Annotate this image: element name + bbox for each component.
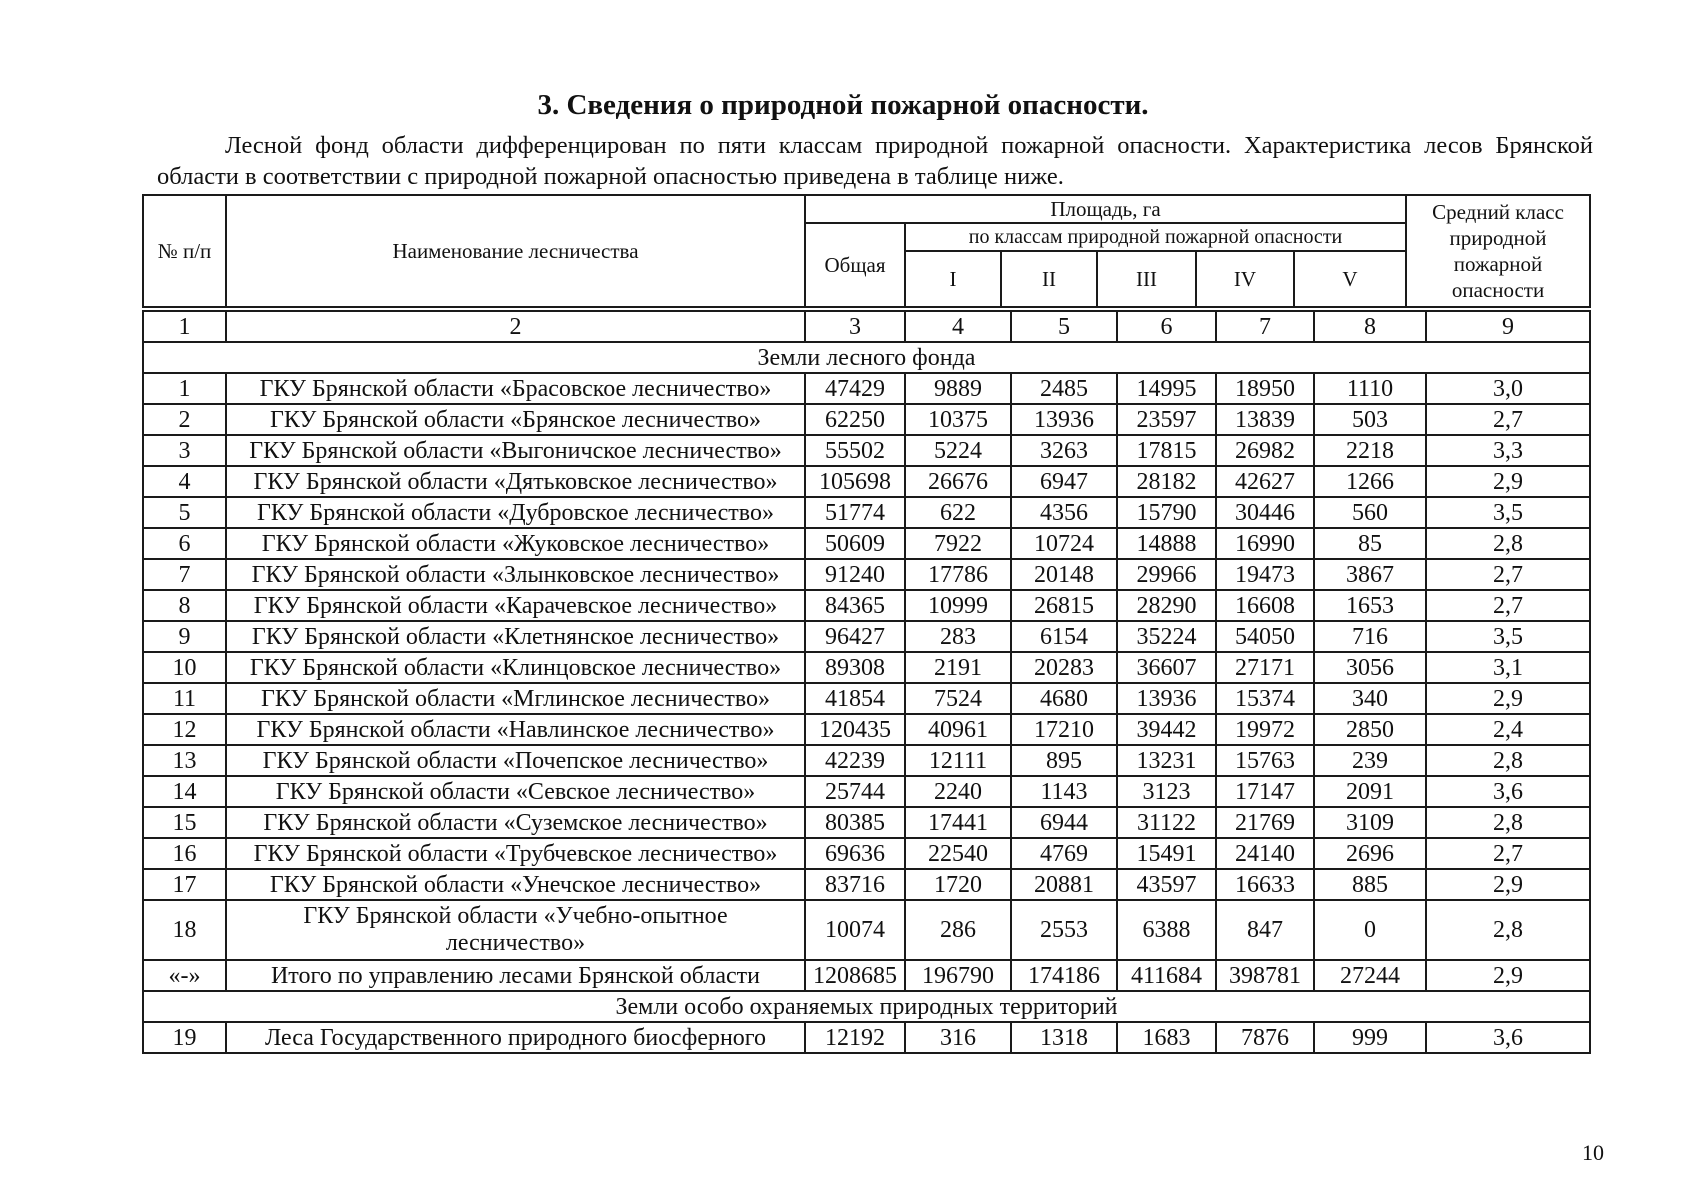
table-cell: 3,1	[1426, 652, 1590, 683]
table-cell: 19	[143, 1022, 226, 1053]
column-number: 6	[1117, 311, 1216, 342]
table-row	[143, 776, 1590, 807]
table-cell: ГКУ Брянской области «Унечское лесничество»	[226, 869, 805, 900]
table-cell: 25744	[805, 776, 905, 807]
table-cell: 19972	[1216, 714, 1314, 745]
table-cell: 2,7	[1426, 838, 1590, 869]
table-cell: 2,9	[1426, 869, 1590, 900]
table-cell: 4680	[1011, 683, 1117, 714]
table-cell: 4356	[1011, 497, 1117, 528]
table-cell: 23597	[1117, 404, 1216, 435]
header-class-2: II	[1001, 251, 1097, 307]
table-cell: 196790	[905, 960, 1011, 991]
table-cell: 283	[905, 621, 1011, 652]
table-cell: 10724	[1011, 528, 1117, 559]
table-cell: «-»	[143, 960, 226, 991]
column-number: 3	[805, 311, 905, 342]
table-cell: 84365	[805, 590, 905, 621]
table-cell: 27171	[1216, 652, 1314, 683]
header-class-3: III	[1097, 251, 1196, 307]
table-cell: 2,7	[1426, 559, 1590, 590]
table-cell: 13839	[1216, 404, 1314, 435]
table-cell: 16990	[1216, 528, 1314, 559]
table-cell: 3,3	[1426, 435, 1590, 466]
table-cell: 2191	[905, 652, 1011, 683]
table-cell: 27244	[1314, 960, 1426, 991]
table-cell: 239	[1314, 745, 1426, 776]
table-cell: 15	[143, 807, 226, 838]
table-cell: 17147	[1216, 776, 1314, 807]
table-cell: ГКУ Брянской области «Дубровское лесничество»	[226, 497, 805, 528]
table-cell: 13936	[1011, 404, 1117, 435]
table-cell: 4769	[1011, 838, 1117, 869]
table-cell: 13	[143, 745, 226, 776]
table-cell: 2485	[1011, 373, 1117, 404]
table-cell: 36607	[1117, 652, 1216, 683]
table-row	[143, 1022, 1590, 1053]
table-cell: 17	[143, 869, 226, 900]
table-cell: 1318	[1011, 1022, 1117, 1053]
table-cell: 411684	[1117, 960, 1216, 991]
table-cell: 14	[143, 776, 226, 807]
column-number: 4	[905, 311, 1011, 342]
table-cell: 89308	[805, 652, 905, 683]
table-cell: Итого по управлению лесами Брянской области	[226, 960, 805, 991]
table-cell: 19473	[1216, 559, 1314, 590]
table-cell: 2,8	[1426, 528, 1590, 559]
table-cell: ГКУ Брянской области «Жуковское лесничество»	[226, 528, 805, 559]
table-cell: 91240	[805, 559, 905, 590]
table-cell: 895	[1011, 745, 1117, 776]
table-row	[143, 652, 1590, 683]
column-number: 1	[143, 311, 226, 342]
header-name: Наименование лесничества	[226, 195, 805, 307]
table-cell: 29966	[1117, 559, 1216, 590]
section-title: Земли особо охраняемых природных территорий	[143, 991, 1590, 1022]
table-cell: 2,7	[1426, 404, 1590, 435]
table-cell: 96427	[805, 621, 905, 652]
table-cell: 2,8	[1426, 807, 1590, 838]
table-cell: 9889	[905, 373, 1011, 404]
table-cell: 50609	[805, 528, 905, 559]
table-cell: 80385	[805, 807, 905, 838]
table-cell: 13231	[1117, 745, 1216, 776]
table-cell: ГКУ Брянской области «Севское лесничество»	[226, 776, 805, 807]
table-cell: 1208685	[805, 960, 905, 991]
table-cell: 3263	[1011, 435, 1117, 466]
data-table	[142, 310, 1591, 1054]
table-row	[143, 838, 1590, 869]
table-cell: 1683	[1117, 1022, 1216, 1053]
table-cell: 1	[143, 373, 226, 404]
table-cell: 43597	[1117, 869, 1216, 900]
table-cell: 1143	[1011, 776, 1117, 807]
table-cell: 6944	[1011, 807, 1117, 838]
table-cell: 41854	[805, 683, 905, 714]
table-cell: 12111	[905, 745, 1011, 776]
table-row	[143, 497, 1590, 528]
table-cell: 1720	[905, 869, 1011, 900]
table-cell: ГКУ Брянской области «Брянское лесничество»	[226, 404, 805, 435]
table-cell: 1110	[1314, 373, 1426, 404]
table-cell: 3,6	[1426, 776, 1590, 807]
table-cell: 26982	[1216, 435, 1314, 466]
table-cell: 62250	[805, 404, 905, 435]
table-cell: 10	[143, 652, 226, 683]
table-cell: 6388	[1117, 900, 1216, 960]
table-cell: 2850	[1314, 714, 1426, 745]
table-cell: 3123	[1117, 776, 1216, 807]
table-row	[143, 869, 1590, 900]
table-cell: 16633	[1216, 869, 1314, 900]
column-number-row	[143, 311, 1590, 342]
header-class-1: I	[905, 251, 1001, 307]
table-row	[143, 466, 1590, 497]
table-cell: 3,5	[1426, 497, 1590, 528]
table-cell: 16	[143, 838, 226, 869]
header-avg-class: Средний класс природной пожарной опасности	[1406, 195, 1590, 307]
table-row	[143, 714, 1590, 745]
table-cell: 12	[143, 714, 226, 745]
table-cell: ГКУ Брянской области «Злынковское лесничество»	[226, 559, 805, 590]
table-cell: 2,9	[1426, 960, 1590, 991]
table-cell: ГКУ Брянской области «Карачевское лесничество»	[226, 590, 805, 621]
table-row	[143, 404, 1590, 435]
table-cell: 17210	[1011, 714, 1117, 745]
table-cell: 55502	[805, 435, 905, 466]
table-cell: 47429	[805, 373, 905, 404]
table-cell: ГКУ Брянской области «Мглинское лесничество»	[226, 683, 805, 714]
table-cell: 13936	[1117, 683, 1216, 714]
table-row	[143, 373, 1590, 404]
table-cell: 4	[143, 466, 226, 497]
column-number: 9	[1426, 311, 1590, 342]
table-cell: 10074	[805, 900, 905, 960]
table-cell: 69636	[805, 838, 905, 869]
table-cell: 1266	[1314, 466, 1426, 497]
table-cell: 15491	[1117, 838, 1216, 869]
table-cell: 9	[143, 621, 226, 652]
table-cell: 174186	[1011, 960, 1117, 991]
table-cell: 2,9	[1426, 683, 1590, 714]
table-cell: ГКУ Брянской области «Выгоничское лесничество»	[226, 435, 805, 466]
table-cell: 340	[1314, 683, 1426, 714]
table-cell: 7524	[905, 683, 1011, 714]
table-row	[143, 528, 1590, 559]
table-cell: 8	[143, 590, 226, 621]
table-row	[143, 900, 1590, 960]
table-cell: 398781	[1216, 960, 1314, 991]
table-cell: 2,4	[1426, 714, 1590, 745]
table-cell: 316	[905, 1022, 1011, 1053]
table-cell: 21769	[1216, 807, 1314, 838]
table-cell: 2218	[1314, 435, 1426, 466]
table-cell: 716	[1314, 621, 1426, 652]
table-cell: 7922	[905, 528, 1011, 559]
table-cell: 26676	[905, 466, 1011, 497]
table-cell: 11	[143, 683, 226, 714]
table-cell: ГКУ Брянской области «Трубчевское лесничество»	[226, 838, 805, 869]
table-header	[142, 194, 1591, 308]
table-cell: 6	[143, 528, 226, 559]
table-row	[143, 745, 1590, 776]
table-cell: 40961	[905, 714, 1011, 745]
table-cell: ГКУ Брянской области «Почепское лесничество»	[226, 745, 805, 776]
table-cell: 12192	[805, 1022, 905, 1053]
table-cell: ГКУ Брянской области «Суземское лесничество»	[226, 807, 805, 838]
table-cell: 24140	[1216, 838, 1314, 869]
table-cell: 3,0	[1426, 373, 1590, 404]
table-cell: 20881	[1011, 869, 1117, 900]
table-cell: 17815	[1117, 435, 1216, 466]
table-cell: 2240	[905, 776, 1011, 807]
table-cell: 2091	[1314, 776, 1426, 807]
table-cell: 7876	[1216, 1022, 1314, 1053]
table-cell: 20283	[1011, 652, 1117, 683]
table-cell: 2,7	[1426, 590, 1590, 621]
table-cell: 105698	[805, 466, 905, 497]
table-cell: 622	[905, 497, 1011, 528]
section-heading: 3. Сведения о природной пожарной опасности.	[537, 89, 1149, 121]
table-cell: 17441	[905, 807, 1011, 838]
table-cell: 847	[1216, 900, 1314, 960]
table-row	[143, 807, 1590, 838]
table-cell: 3867	[1314, 559, 1426, 590]
section-title: Земли лесного фонда	[143, 342, 1590, 373]
table-cell: 3	[143, 435, 226, 466]
table-cell: 2,9	[1426, 466, 1590, 497]
table-cell: Леса Государственного природного биосферного	[226, 1022, 805, 1053]
header-area: Площадь, га	[805, 195, 1406, 223]
column-number: 7	[1216, 311, 1314, 342]
table-cell: 10375	[905, 404, 1011, 435]
table-cell: 15763	[1216, 745, 1314, 776]
table-cell: 18	[143, 900, 226, 960]
table-cell: 6154	[1011, 621, 1117, 652]
table-cell: ГКУ Брянской области «Клетнянское лесничество»	[226, 621, 805, 652]
table-cell: 5	[143, 497, 226, 528]
table-cell: 18950	[1216, 373, 1314, 404]
table-cell: 35224	[1117, 621, 1216, 652]
table-cell: 16608	[1216, 590, 1314, 621]
table-cell: 51774	[805, 497, 905, 528]
section-row	[143, 342, 1590, 373]
table-cell: 885	[1314, 869, 1426, 900]
table-row	[143, 960, 1590, 991]
table-cell: 2696	[1314, 838, 1426, 869]
table-cell: 14888	[1117, 528, 1216, 559]
table-cell: 39442	[1117, 714, 1216, 745]
table-cell: 6947	[1011, 466, 1117, 497]
header-num: № п/п	[143, 195, 226, 307]
table-cell: 3,5	[1426, 621, 1590, 652]
table-cell: 5224	[905, 435, 1011, 466]
table-cell: 20148	[1011, 559, 1117, 590]
table-cell: 503	[1314, 404, 1426, 435]
table-cell: 22540	[905, 838, 1011, 869]
table-cell: 0	[1314, 900, 1426, 960]
column-number: 2	[226, 311, 805, 342]
table-cell: 14995	[1117, 373, 1216, 404]
table-row	[143, 683, 1590, 714]
table-cell: 3056	[1314, 652, 1426, 683]
table-cell: 999	[1314, 1022, 1426, 1053]
table-cell: 7	[143, 559, 226, 590]
table-cell: 28290	[1117, 590, 1216, 621]
table-cell: 3,6	[1426, 1022, 1590, 1053]
table-row	[143, 435, 1590, 466]
section-row	[143, 991, 1590, 1022]
table-cell: 31122	[1117, 807, 1216, 838]
column-number: 5	[1011, 311, 1117, 342]
column-number: 8	[1314, 311, 1426, 342]
table-cell: 120435	[805, 714, 905, 745]
table-cell: 15790	[1117, 497, 1216, 528]
header-class-4: IV	[1196, 251, 1294, 307]
table-cell: 17786	[905, 559, 1011, 590]
table-row	[143, 559, 1590, 590]
table-cell: 2,8	[1426, 745, 1590, 776]
table-cell: 54050	[1216, 621, 1314, 652]
table-cell: 286	[905, 900, 1011, 960]
table-cell: ГКУ Брянской области «Дятьковское лесничество»	[226, 466, 805, 497]
table-cell: 83716	[805, 869, 905, 900]
table-cell: ГКУ Брянской области «Навлинское лесничество»	[226, 714, 805, 745]
table-cell: 26815	[1011, 590, 1117, 621]
header-by-class: по классам природной пожарной опасности	[905, 223, 1406, 251]
page-number: 10	[1582, 1140, 1604, 1165]
table-cell: ГКУ Брянской области «Учебно-опытное лесничество»	[226, 900, 805, 960]
table-row	[143, 590, 1590, 621]
table-cell: 42627	[1216, 466, 1314, 497]
table-cell: 560	[1314, 497, 1426, 528]
table-cell: 85	[1314, 528, 1426, 559]
table-cell: 2553	[1011, 900, 1117, 960]
table-cell: ГКУ Брянской области «Клинцовское лесничество»	[226, 652, 805, 683]
table-cell: 1653	[1314, 590, 1426, 621]
header-class-5: V	[1294, 251, 1406, 307]
table-cell: 28182	[1117, 466, 1216, 497]
table-cell: 10999	[905, 590, 1011, 621]
table-cell: 2,8	[1426, 900, 1590, 960]
table-cell: ГКУ Брянской области «Брасовское лесничество»	[226, 373, 805, 404]
table-cell: 3109	[1314, 807, 1426, 838]
table-cell: 15374	[1216, 683, 1314, 714]
table-cell: 30446	[1216, 497, 1314, 528]
header-total: Общая	[805, 223, 905, 307]
table-cell: 2	[143, 404, 226, 435]
intro-paragraph: Лесной фонд области дифференцирован по пяти классам природной пожарной опасности. Характеристика лесов Брянской области в соответствии с природной пожарной опасностью приведена в таблице ниже.	[157, 132, 1593, 190]
table-cell: 42239	[805, 745, 905, 776]
table-row	[143, 621, 1590, 652]
